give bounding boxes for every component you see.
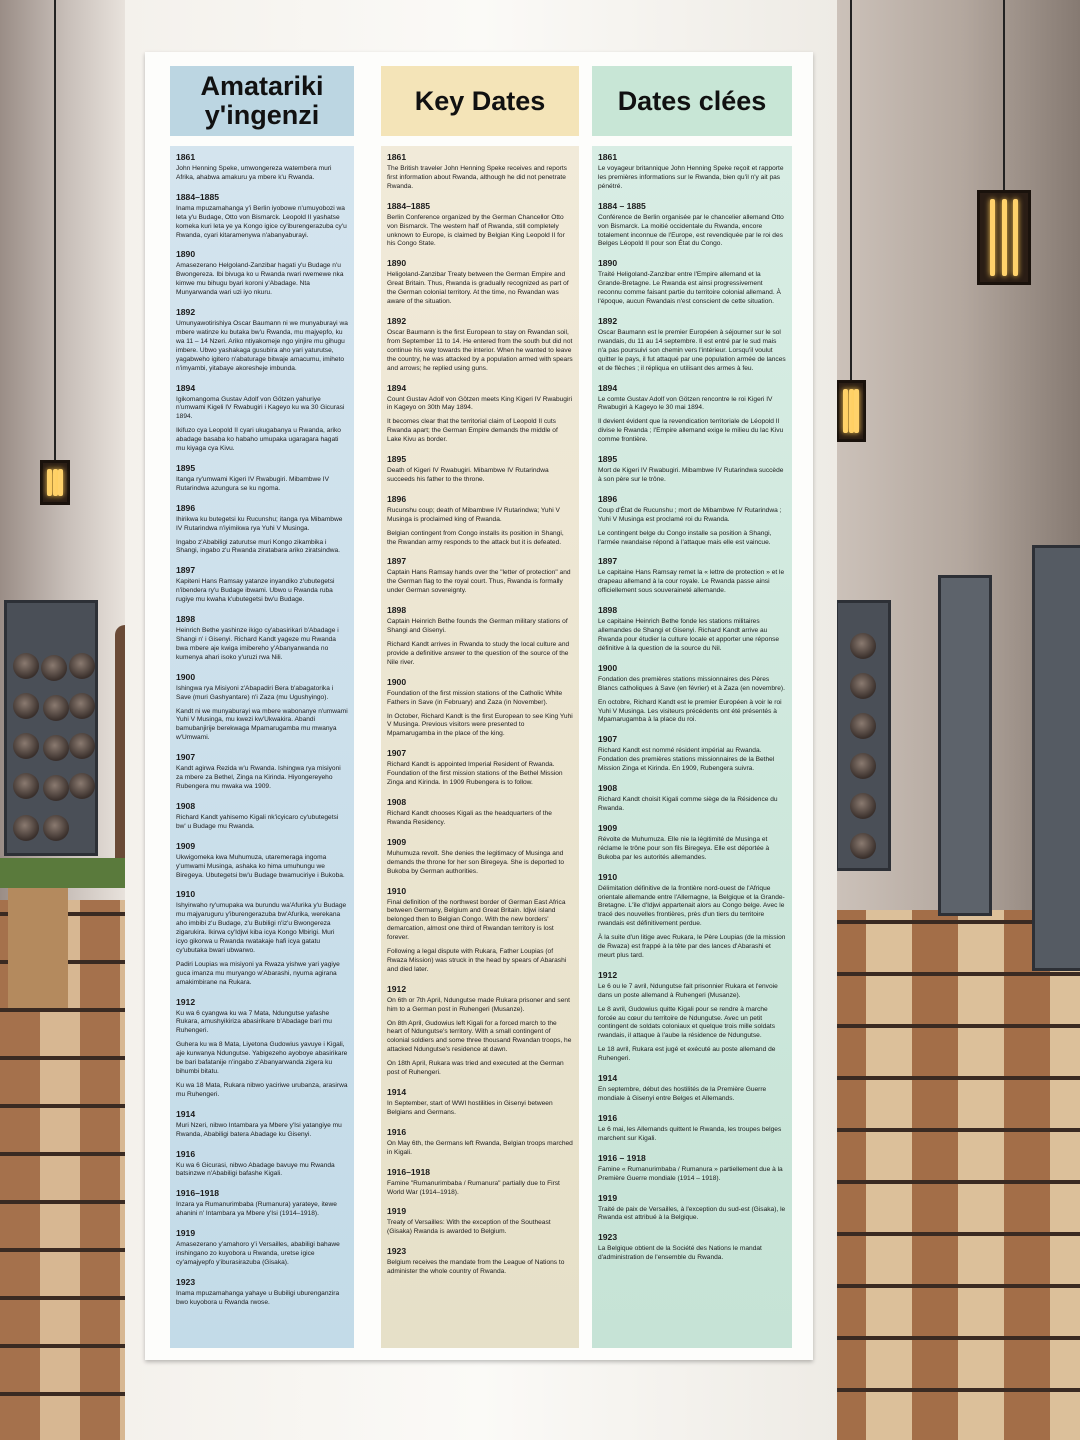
timeline-entry — [598, 383, 786, 446]
heading-french: Dates clées — [592, 66, 792, 136]
entry-text: Death of Kigeri IV Rwabugiri. Mibambwe IV Rutarindwa succeeds his father to the throne. — [387, 467, 549, 483]
entry-year: 1900 — [176, 671, 196, 682]
portrait-photo — [13, 773, 39, 799]
entry-text: Le 8 avril, Gudowius quitte Kigali pour se rendre à marche forcée au cœur du territoire de Ndungutse. Avec un petit contingent de soldats coloniaux et quelque trois mille soldats rwandais, il attaque à l'aube la résidence de Ndungutse. — [598, 1005, 776, 1040]
timeline-entry — [387, 201, 573, 250]
hanging-lamp — [836, 380, 866, 442]
entry-text: Richard Kandt chooses Kigali as the headquarters of the Rwanda Residency. — [387, 809, 552, 826]
entry-year: 1900 — [387, 676, 407, 687]
entry-year: 1897 — [598, 556, 618, 567]
timeline-entry — [387, 258, 573, 307]
timeline-entry — [387, 556, 573, 596]
portrait-photo — [13, 653, 39, 679]
entry-text: Le 6 ou le 7 avril, Ndungutse fait prisonnier Rukara et l'envoie dans un poste allemand à Ruhengeri (Musanze). — [598, 982, 778, 999]
entry-text: Délimitation définitive de la frontière nord-ouest de l'Afrique orientale allemande entre l'Allemagne, la Belgique et la Grande-Bretagne. L'île d'Idjwi appartenait alors au Congo belge. Avec le tracé des nouvelles frontières, près d'un tiers du territoire rwandais est définitivement perdue. — [598, 884, 785, 928]
entry-text: It becomes clear that the territorial claim of Leopold II cuts Rwanda apart; the German Empire demands the middle of Lake Kivu as border. — [387, 418, 558, 444]
entry-year: 1895 — [176, 462, 196, 473]
portrait-photo — [43, 695, 69, 721]
timeline-entry — [387, 1246, 573, 1277]
entry-year: 1896 — [387, 493, 407, 504]
entry-text: Treaty of Versailles: With the exception of the Southeast (Gisaka) Rwanda is awarded to Belgium. — [387, 1219, 551, 1236]
entry-text: Ku wa 6 Gicurasi, nibwo Abadage bavuye mu Rwanda batsinzwe n'Ababiligi bafashe Kigali. — [176, 1161, 335, 1178]
portrait-photo — [850, 673, 876, 699]
entry-year: 1884–1885 — [387, 200, 431, 211]
entry-text: Fondation des premières stations missionnaires des Pères Blancs catholiques à Save (en février) et à Zaza (en novembre). — [598, 675, 785, 692]
timeline-entry — [598, 1232, 786, 1263]
timeline-entry — [176, 672, 348, 743]
entry-year: 1912 — [387, 983, 407, 994]
timeline-entry — [598, 201, 786, 250]
timeline-entry — [176, 752, 348, 792]
entry-year: 1910 — [598, 871, 618, 882]
portrait-photo — [43, 735, 69, 761]
lamp-cord — [1003, 0, 1005, 190]
timeline-entry — [176, 383, 348, 454]
entry-text: Umunyawotirishiya Oscar Baumann ni we munyaburayi wa mbere watinze ku butaka bw'u Rwanda, mu majyepfo, ku wa 11 – 14 Nzeri. Ariko ntiyakomeje ngo yinjire mu gihugu imbere. Ubwo yashakaga gusubira aho yari yaturutse, yagabweho igitero n'abaturage bitwaje amacumu, imiheto n'imyambi, yitabaye akoresheje imbunda. — [176, 320, 348, 372]
timeline-entry — [176, 841, 348, 881]
timeline-entry — [176, 463, 348, 494]
wall-display-panel — [938, 575, 992, 916]
entry-text: Le 18 avril, Rukara est jugé et exécuté au poste allemand de Ruhengeri. — [598, 1046, 776, 1063]
wall-display-panel — [1032, 545, 1080, 971]
entry-text: Richard Kandt est nommé résident impérial au Rwanda. Fondation des premières stations missionnaires de la Bethel Mission Zinga et Kirinda. En 1909, Rubengera suivra. — [598, 747, 775, 773]
timeline-entry — [176, 503, 348, 557]
entry-year: 1916 – 1918 — [598, 1152, 646, 1163]
entry-text: Conférence de Berlin organisée par le chancelier allemand Otto von Bismarck. La moitié occidentale du Rwanda, encore totalement inconnue de l'Europe, est revendiquée par le roi des Belges Léopold II pour son État du Congo. — [598, 213, 784, 248]
portrait-photo — [13, 815, 39, 841]
entry-text: Le capitaine Heinrich Bethe fonde les stations militaires allemandes de Shangi et Gisenyi. Richard Kandt arrive au Rwanda pour étudier la culture locale et apporter une réponse définitive à la question de la source du Nil. — [598, 618, 780, 652]
entry-year: 1923 — [176, 1276, 196, 1287]
timeline-entry — [176, 249, 348, 298]
wooden-bench-box — [8, 888, 68, 1008]
entry-text: Traité Heligoland-Zanzibar entre l'Empire allemand et la Grande-Bretagne. Le Rwanda est ainsi progressivement reconnu comme faisant partie du territoire colonial allemand. À l'époque, aucun Rwandais n'est conscient de cette situation. — [598, 271, 781, 306]
timeline-entry — [387, 837, 573, 877]
entry-text: Ikifuzo cya Leopold II cyari ukugabanya u Rwanda, ariko abadage basaba ko habaho umupaka ugaragara hagati mu kiyaga cya Kivu. — [176, 427, 341, 453]
timeline-entry — [598, 872, 786, 961]
entry-text: Kandt agirwa Rezida w'u Rwanda. Ishingwa rya misiyoni za mbere za Bethel, Zinga na Kirinda. Hiyongereyeho Rubengera mu mwaka wa 1909. — [176, 765, 341, 790]
entry-year: 1861 — [176, 152, 196, 162]
timeline-entry — [598, 556, 786, 596]
entry-text: Heinrich Bethe yashinze ikigo cy'abasirikari b'Abadage i Shangi n' i Gisenyi. Richard Kandt yageze mu Rwanda bwa mbere aje kwiga imibereho y'Abanyarwanda no kumenya ahari isoko y'uruzi rwa Nili. — [176, 627, 339, 661]
entry-year: 1907 — [387, 748, 407, 759]
entry-text: The British traveler John Henning Speke receives and reports first information about Rwanda, although he did not penetrate Rwanda. — [387, 165, 567, 190]
entry-text: Famine "Rumanurimbaba / Rumanura" partially due to First World War (1914–1918). — [387, 1179, 560, 1196]
timeline-entry — [598, 734, 786, 774]
entry-year: 1919 — [598, 1192, 618, 1203]
entry-text: Count Gustav Adolf von Götzen meets King Kigeri IV Rwabugiri in Kageyo on 30th May 1894. — [387, 395, 573, 412]
timeline-entry — [387, 1087, 573, 1118]
entry-year: 1916 — [387, 1126, 407, 1137]
timeline-entry — [176, 192, 348, 241]
tiled-floor-right — [820, 910, 1080, 1440]
entry-text: Ihirikwa ku butegetsi ku Rucunshu; itanga rya Mibambwe IV Rutarindwa n'iyimikwa rya Yuhi V Musinga. — [176, 515, 343, 532]
entry-text: Oscar Baumann is the first European to stay on Rwandan soil, from September 11 to 14. He entered from the south but did not continue his way towards the interior. When he wanted to leave the country, he was attacked by a population armed with spears and arrows; he replied using guns. — [387, 328, 573, 372]
timeline-entry — [176, 1277, 348, 1308]
timeline-entry — [387, 454, 573, 485]
timeline-entry — [387, 316, 573, 374]
entry-year: 1884 – 1885 — [598, 200, 646, 211]
entry-text: Ishyirwaho ry'umupaka wa burundu wa'Afurika y'u Budage mu majyaruguru y'iburengerazuba bw'Afurika, werekana aho imbibi z'u Budage, z'u Bubiligi n'iz'u Bwongereza zigarukira. Ikirwa cy'Idjwi kiba icya Kongo Mbirigi. Muri icyo gikorwa u Rwanda rwatakaje hafi icya gatatu cy'ubutaka bwari ubwarwo. — [176, 902, 347, 954]
timeline-entry — [598, 1193, 786, 1224]
entry-year: 1910 — [387, 885, 407, 896]
entry-year: 1907 — [598, 734, 618, 745]
timeline-entry — [598, 970, 786, 1064]
entry-text: Coup d'État de Rucunshu ; mort de Mibambwe IV Rutarindwa ; Yuhi V Musinga est proclamé roi du Rwanda. — [598, 506, 782, 523]
entry-year: 1861 — [387, 152, 407, 162]
entry-text: Ingabo z'Ababiligi zaturutse muri Kongo zikambika i Shangi, ingabo z'u Rwanda ziratabara ariko ziratsindwa. — [176, 538, 340, 555]
portrait-photo — [69, 773, 95, 799]
entry-text: Inama mpuzamahanga yahaye u Bubiligi uburenganzira bwo kuyobora u Rwanda rwose. — [176, 1289, 340, 1306]
entry-year: 1912 — [598, 969, 618, 980]
entry-text: Richard Kandt is appointed Imperial Resident of Rwanda. Foundation of the first mission stations of the Bethel Mission Zinga and Kirinda. In 1909 Rubengera is to follow. — [387, 761, 563, 787]
entry-year: 1900 — [598, 662, 618, 673]
entry-text: Itanga ry'umwami Kigeri IV Rwabugiri. Mibambwe IV Rutarindwa azungura se ku ngoma. — [176, 475, 329, 492]
timeline-entry — [387, 383, 573, 446]
entry-text: Rucunshu coup; death of Mibambwe IV Rutarindwa; Yuhi V Musinga is proclaimed king of Rwanda. — [387, 506, 560, 523]
entry-text: Kapiteni Hans Ramsay yatanze inyandiko z'ubutegetsi n'ibendera ry'u Budage ibwami. Ubwo u Rwanda ruba rugiye mu kwaha k'ubutegetsi bw'u Budage. — [176, 578, 335, 604]
entry-year: 1890 — [176, 249, 196, 260]
timeline-entry — [598, 605, 786, 654]
entry-text: En octobre, Richard Kandt est le premier Européen à voir le roi Yuhi V Musinga. Les visiteurs précédents ont été présentés à Mpamarugamba à la place du roi. — [598, 698, 782, 724]
entry-text: Le voyageur britannique John Henning Speke reçoit et rapporte les premières informations sur le Rwanda, bien qu'il n'y ait pas pénétré. — [598, 165, 784, 190]
entry-text: Mort de Kigeri IV Rwabugiri. Mibambwe IV Rutarindwa succède à son père sur le trône. — [598, 467, 784, 483]
timeline-entry — [387, 797, 573, 828]
entry-text: Guhera ku wa 8 Mata, Liyetona Gudowius yavuye i Kigali, aje kurwanya Ndungutse. Yabigezeho ayoboye abasirikare be bari bafatanije n'ingabo z'Abanyarwanda zigera ku bihumbi bitatu. — [176, 1041, 348, 1075]
timeline-entry — [176, 614, 348, 663]
entry-year: 1895 — [387, 454, 407, 465]
entry-year: 1909 — [598, 822, 618, 833]
entry-year: 1919 — [387, 1206, 407, 1217]
timeline-entry — [387, 605, 573, 668]
entry-year: 1912 — [176, 996, 196, 1007]
entry-text: Following a legal dispute with Rukara, Father Loupias (of Rwaza Mission) was struck in the head by spears of Abarashi and died later. — [387, 948, 567, 973]
entry-year: 1896 — [176, 502, 196, 513]
portrait-photo — [850, 793, 876, 819]
entry-text: In October, Richard Kandt is the first European to see King Yuhi V Musinga. Previous visitors were presented to Mpamarugamba in the place of the king. — [387, 712, 573, 738]
portrait-photo — [13, 693, 39, 719]
portrait-photo — [13, 733, 39, 759]
timeline-entry — [387, 984, 573, 1078]
entry-year: 1895 — [598, 454, 618, 465]
entry-text: Heligoland-Zanzibar Treaty between the German Empire and Great Britain. Thus, Rwanda is gradually recognized as part of the German colonial territory. At the time, no Rwandan was aware of the situation. — [387, 271, 569, 306]
entry-year: 1908 — [176, 800, 196, 811]
lamp-cord — [850, 0, 852, 380]
timeline-entry — [387, 748, 573, 788]
column-kinyarwanda — [170, 146, 354, 1348]
timeline-entry — [176, 1188, 348, 1219]
entry-year: 1923 — [387, 1246, 407, 1257]
timeline-entry — [598, 258, 786, 307]
entry-year: 1909 — [387, 836, 407, 847]
entry-text: Foundation of the first mission stations of the Catholic White Fathers in Save (in February) and Zaza (in November). — [387, 689, 563, 706]
entry-text: En septembre, début des hostilités de la Première Guerre mondiale à Gisenyi entre Belges et Allemands. — [598, 1086, 767, 1102]
entry-year: 1916 — [176, 1148, 196, 1159]
entry-text: Muhumuza revolt. She denies the legitimacy of Musinga and demands the throne for her son Biregeya. She is deported to Bukoba by German authorities. — [387, 849, 565, 875]
entry-text: Ishingwa rya Misiyoni z'Abapadiri Bera b'abagatorika i Save (muri Gashyantare) n'i Zaza (mu Ugushyingo). — [176, 684, 334, 701]
portrait-photo — [69, 693, 95, 719]
heading-english: Key Dates — [381, 66, 579, 136]
timeline-entry — [387, 1206, 573, 1237]
entry-text: La Belgique obtient de la Société des Nations le mandat d'administration de l'ensemble du Rwanda. — [598, 1245, 762, 1262]
timeline-entry — [176, 307, 348, 373]
entry-year: 1919 — [176, 1228, 196, 1239]
portrait-photo — [850, 833, 876, 859]
entry-year: 1923 — [598, 1232, 618, 1243]
entry-text: Captain Hans Ramsay hands over the "letter of protection" and the German flag to the royal court. Thus, Rwanda is formally under German sovereignty. — [387, 569, 571, 595]
entry-text: Le capitaine Hans Ramsay remet la « lettre de protection » et le drapeau allemand à la cour royale. Le Rwanda passe ainsi officiellement sous souveraineté allemande. — [598, 569, 785, 595]
entry-text: Révolte de Muhumuza. Elle nie la légitimité de Musinga et réclame le trône pour son fils Biregeya. Elle est déportée à Bukoba par les autorités allemandes. — [598, 835, 770, 861]
timeline-entry — [598, 823, 786, 863]
entry-year: 1898 — [387, 605, 407, 616]
timeline-entry — [387, 677, 573, 740]
hanging-lamp — [40, 460, 70, 505]
entry-text: Famine « Rumanurimbaba / Rumanura » partiellement due à la Première Guerre mondiale (1914 – 1918). — [598, 1165, 783, 1182]
timeline-entry — [387, 494, 573, 548]
entry-text: Igikomangoma Gustav Adolf von Götzen yahuriye n'umwami Kigeli IV Rwabugiri i Kageyo ku wa 30 Gicurasi 1894. — [176, 395, 345, 421]
entry-text: In September, start of WWI hostilities in Gisenyi between Belgians and Germans. — [387, 1100, 553, 1116]
entry-year: 1897 — [176, 565, 196, 576]
entry-text: Final definition of the northwest border of German East Africa between Germany, Belgium and Great Britain. Idjwi island belonged then to Belgian Congo. With the new borders' demarcation, almost one third of Rwandan territory is lost forever. — [387, 898, 566, 942]
entry-year: 1907 — [176, 752, 196, 763]
entry-year: 1892 — [176, 307, 196, 318]
timeline-entry — [176, 152, 348, 183]
column-french — [592, 146, 792, 1348]
portrait-display-panel-right — [835, 600, 891, 871]
hanging-lamp — [977, 190, 1031, 285]
entry-year: 1861 — [598, 152, 618, 162]
entry-year: 1892 — [387, 315, 407, 326]
timeline-entry — [598, 663, 786, 726]
portrait-photo — [41, 655, 67, 681]
entry-year: 1916–1918 — [176, 1188, 220, 1199]
timeline-entry — [387, 1167, 573, 1198]
entry-text: Ku wa 6 cyangwa ku wa 7 Mata, Ndungutse yafashe Rukara, amushyikiriza abasirikare b'Abadage bari mu Ruhengeri. — [176, 1009, 332, 1035]
entry-text: Richard Kandt arrives in Rwanda to study the local culture and provide a definitive answer to the question of the source of the Nile river. — [387, 641, 570, 666]
timeline-entry — [598, 454, 786, 485]
entry-year: 1898 — [598, 605, 618, 616]
entry-text: Amasezerano Helgoland-Zanzibar hagati y'u Budage n'u Bwongereza. Ibi bivuga ko u Rwanda rwari rwemewe nka kimwe mu bihugu byari koroni y'Abadage. Nta Munyarwanda wari uzi iyo nkuru. — [176, 262, 344, 297]
timeline-entry — [176, 997, 348, 1100]
entry-text: Le comte Gustav Adolf von Götzen rencontre le roi Kigeri IV Rwabugiri à Kageyo le 30 mai 1894. — [598, 395, 773, 412]
entry-year: 1894 — [176, 382, 196, 393]
entry-text: Padiri Loupias wa misiyoni ya Rwaza yishwe yari yagiye guca imanza mu muryango w'Abarashi, nyuma agirana amakimbirane na Rukara. — [176, 960, 340, 986]
entry-text: Kandt ni we munyaburayi wa mbere wabonanye n'umwami Yuhi V Musinga, mu kwezi kw'Ukwakira. Abandi bamubanjirije berekwaga Mpamarugamba mu mwanya w'Umwami. — [176, 707, 348, 742]
key-dates-board — [145, 52, 813, 1360]
entry-year: 1908 — [387, 796, 407, 807]
entry-text: Il devient évident que la revendication territoriale de Léopold II divise le Rwanda ; l'Empire allemand exige le milieu du lac Kivu comme frontière. — [598, 418, 784, 444]
timeline-entry — [176, 889, 348, 987]
portrait-photo — [69, 733, 95, 759]
entry-year: 1896 — [598, 493, 618, 504]
timeline-entry — [598, 1113, 786, 1144]
entry-text: Richard Kandt choisit Kigali comme siège de la Résidence du Rwanda. — [598, 796, 778, 812]
entry-text: Ku wa 18 Mata, Rukara nibwo yaciriwe urubanza, arasirwa mu Ruhengeri. — [176, 1081, 348, 1098]
entry-text: On 18th April, Rukara was tried and executed at the German post of Ruhengeri. — [387, 1060, 564, 1077]
green-bench — [0, 858, 125, 888]
entry-text: Inzara ya Rumanurimbaba (Rumanura) yarateye, itewe ahanini n' Intambara ya Mbere y'Isi (1914–1918). — [176, 1201, 337, 1218]
portrait-display-panel-left — [4, 600, 98, 856]
entry-year: 1884–1885 — [176, 191, 220, 202]
entry-text: Le 6 mai, les Allemands quittent le Rwanda, les troupes belges marchent sur Kigali. — [598, 1125, 782, 1142]
entry-year: 1914 — [387, 1087, 407, 1097]
entry-text: On 8th April, Gudowius left Kigali for a forced march to the heart of Ndungutse's territory. With a small contingent of colonial soldiers and some three thousand Rwandan troops, he attacked Ndungutse's residence at dawn. — [387, 1019, 572, 1054]
entry-text: Belgian contingent from Congo installs its position in Shangi, the Rwandan army responds to the attack but it is defeated. — [387, 529, 564, 546]
entry-text: On 6th or 7th April, Ndungutse made Rukara prisoner and sent him to a German post in Ruhengeri (Musanze). — [387, 996, 570, 1013]
timeline-entry — [387, 886, 573, 975]
heading-kinyarwanda: Amatariki y'ingenzi — [170, 66, 354, 136]
timeline-entry — [598, 152, 786, 192]
portrait-photo — [850, 753, 876, 779]
entry-text: Inama mpuzamahanga y'i Berlin iyobowe n'umuyobozi wa leta y'u Budage, Otto von Bismarck. Leopold II yashatse komeka kuri leta ye ya Kongo igice cy'iburengerazuba cy'u Rwanda, cyari kitaramenywa n'abanyaburayi. — [176, 204, 347, 239]
portrait-photo — [850, 713, 876, 739]
entry-text: Berlin Conference organized by the German Chancellor Otto von Bismarck. The western half of Rwanda, still completely unknown to Europe, is claimed by Belgian King Leopold II for his Congo State. — [387, 213, 565, 248]
timeline-entry — [176, 801, 348, 832]
timeline-entry — [598, 494, 786, 548]
timeline-entry — [598, 1153, 786, 1184]
entry-year: 1894 — [387, 382, 407, 393]
entry-year: 1916–1918 — [387, 1166, 431, 1177]
entry-text: Amasezerano y'amahoro y'i Versailles, ababiligi bahawe inshingano zo kuyobora u Rwanda, uretse igice cy'amajyepfo y'iburasirazuba (Gisaka). — [176, 1241, 340, 1266]
entry-year: 1908 — [598, 783, 618, 794]
entry-year: 1909 — [176, 840, 196, 851]
entry-year: 1894 — [598, 382, 618, 393]
entry-text: À la suite d'un litige avec Rukara, le Père Loupias (de la mission de Rwaza) est frappé à la tête par des lances d'Abarashi et meurt plus tard. — [598, 934, 786, 959]
entry-text: On May 6th, the Germans left Rwanda, Belgian troops marched in Kigali. — [387, 1139, 573, 1156]
entry-year: 1914 — [598, 1073, 618, 1084]
timeline-entry — [176, 565, 348, 605]
entry-text: Ukwigomeka kwa Muhumuza, utaremeraga ingoma y'umwami Musinga, ashaka ko hima umuhungu we Biregeya. Ubutegetsi bw'u Budage bwamuciriye i Bukoba. — [176, 853, 345, 879]
portrait-photo — [69, 653, 95, 679]
entry-year: 1897 — [387, 556, 407, 567]
timeline-entry — [598, 1073, 786, 1104]
timeline-entry — [598, 783, 786, 814]
timeline-entry — [176, 1228, 348, 1268]
entry-year: 1916 — [598, 1112, 618, 1123]
entry-year: 1890 — [598, 258, 618, 269]
timeline-entry — [176, 1109, 348, 1140]
portrait-photo — [43, 815, 69, 841]
timeline-entry — [176, 1149, 348, 1180]
column-english — [381, 146, 579, 1348]
entry-text: John Henning Speke, umwongereza watembera muri Afrika, ahabwa amakuru ya mbere k'u Rwanda. — [176, 165, 332, 181]
entry-text: Richard Kandt yahisemo Kigali nk'icyicaro cy'ubutegetsi bw' u Budage mu Rwanda. — [176, 813, 339, 830]
timeline-entry — [598, 316, 786, 374]
lamp-cord — [54, 0, 56, 460]
entry-text: Belgium receives the mandate from the League of Nations to administer the whole country of Rwanda. — [387, 1259, 565, 1276]
entry-text: Captain Heinrich Bethe founds the German military stations of Shangi and Gisenyi. — [387, 618, 568, 635]
timeline-entry — [387, 1127, 573, 1158]
portrait-photo — [850, 633, 876, 659]
entry-text: Traité de paix de Versailles, à l'exception du sud-est (Gisaka), le Rwanda est attribué à la Belgique. — [598, 1205, 786, 1222]
entry-text: Le contingent belge du Congo installe sa position à Shangi, l'armée rwandaise répond à l'attaque mais elle est vaincue. — [598, 529, 772, 546]
entry-year: 1890 — [387, 258, 407, 269]
entry-year: 1914 — [176, 1108, 196, 1119]
timeline-entry — [387, 152, 573, 192]
entry-text: Muri Nzeri, nibwo Intambara ya Mbere y'Isi yatangiye mu Rwanda, Ababiligi batera Abadage ku Gisenyi. — [176, 1121, 342, 1138]
entry-year: 1898 — [176, 614, 196, 625]
entry-text: Oscar Baumann est le premier Européen à séjourner sur le sol rwandais, du 11 au 14 septembre. Il est entré par le sud mais n'a pas poursuivi son chemin vers l'intérieur. Lorsqu'il voulut quitter le pays, il fut attaqué par une population armée de lances et de flèches ; il répliqua en utilisant des armes à feu. — [598, 328, 786, 372]
entry-year: 1910 — [176, 889, 196, 900]
entry-year: 1892 — [598, 315, 618, 326]
portrait-photo — [43, 775, 69, 801]
